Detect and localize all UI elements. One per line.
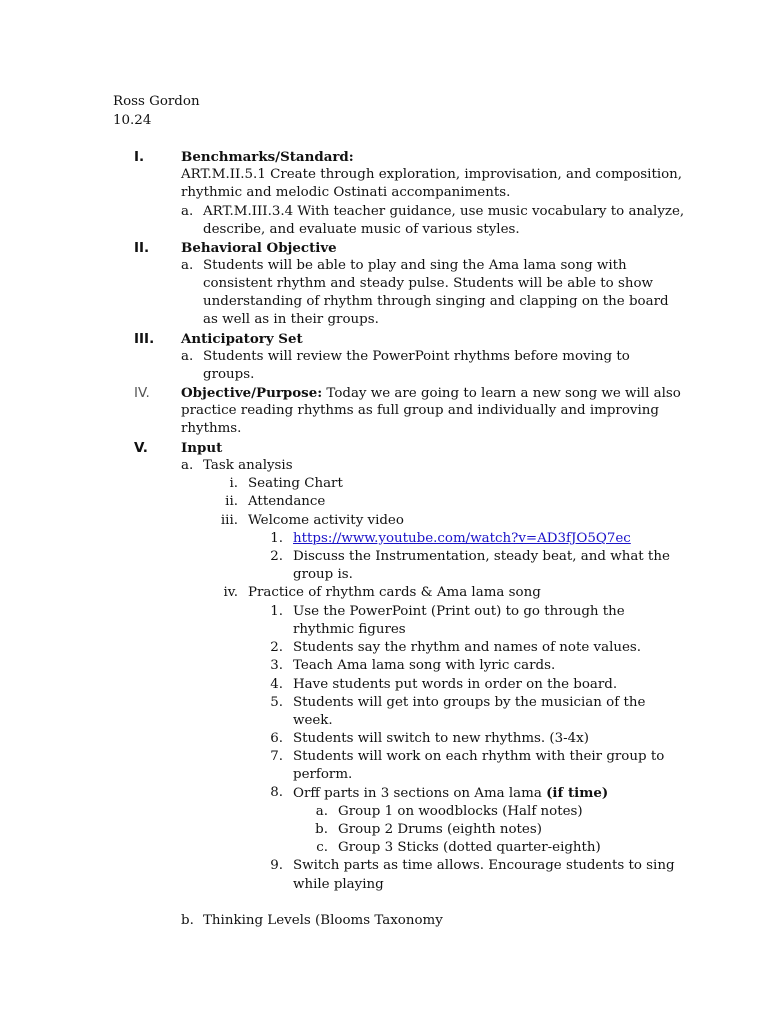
item-iii-marker: iii. (220, 513, 238, 528)
item-iv-8-a-text: Group 1 on woodblocks (Half notes) (338, 804, 583, 819)
section-5-b-marker: b. (181, 913, 194, 928)
section-1-a-line-2: describe, and evaluate music of various styles. (203, 222, 520, 237)
item-ii-marker: ii. (225, 494, 238, 509)
item-iv-4-marker: 4. (270, 677, 283, 692)
item-iv-9-marker: 9. (270, 858, 283, 873)
youtube-video-link[interactable]: https://www.youtube.com/watch?v=AD3fJO5Q7ec (293, 531, 631, 546)
item-iv-7-line-2: perform. (293, 767, 353, 782)
section-1-text-line-1: ART.M.II.5.1 Create through exploration, improvisation, and composition, (181, 167, 683, 182)
section-4-title: Objective/Purpose: (181, 385, 323, 401)
item-iv-3-text: Teach Ama lama song with lyric cards. (293, 658, 556, 673)
item-iv-marker: iv. (223, 585, 238, 600)
document-date: 10.24 (113, 113, 152, 128)
item-iv-2-marker: 2. (270, 640, 283, 655)
item-i-marker: i. (229, 476, 238, 491)
section-3-a-line-2: groups. (203, 367, 255, 382)
section-5-a-marker: a. (181, 458, 194, 473)
section-4-line-2: practice reading rhythms as full group and individually and improving (181, 403, 659, 418)
section-4-text: Today we are going to learn a new song we will also (322, 386, 681, 401)
task-analysis-label: Task analysis (203, 458, 293, 473)
author-name: Ross Gordon (113, 94, 200, 109)
section-2-a-line-4: as well as in their groups. (203, 312, 379, 327)
item-iii-1-marker: 1. (270, 531, 283, 546)
item-iv-5-line-1: Students will get into groups by the musician of the (293, 695, 646, 710)
item-iv-6-text: Students will switch to new rhythms. (3-4x) (293, 731, 589, 746)
item-iv-8-c-text: Group 3 Sticks (dotted quarter-eighth) (338, 840, 601, 855)
item-iv-1-line-1: Use the PowerPoint (Print out) to go through the (293, 604, 625, 619)
section-2-a-line-2: consistent rhythm and steady pulse. Students will be able to show (203, 276, 653, 291)
section-1-a-line-1: ART.M.III.3.4 With teacher guidance, use music vocabulary to analyze, (203, 204, 685, 219)
item-ii-text: Attendance (248, 494, 326, 509)
section-4-numeral: IV. (134, 385, 150, 401)
item-iv-5-line-2: week. (293, 713, 333, 728)
item-iii-2-marker: 2. (270, 549, 283, 564)
section-4-line-3: rhythms. (181, 421, 242, 436)
item-iv-8-if-time: (if time) (546, 785, 609, 801)
item-iv-5-marker: 5. (270, 695, 283, 710)
item-iv-2-text: Students say the rhythm and names of note values. (293, 640, 642, 655)
item-iv-1-line-2: rhythmic figures (293, 622, 406, 637)
item-iv-8-line (293, 784, 608, 803)
item-iv-1-marker: 1. (270, 604, 283, 619)
section-2-numeral: II. (134, 240, 150, 256)
section-5-title: Input (181, 440, 223, 456)
item-iii-2-line-2: group is. (293, 567, 353, 582)
section-1-text-line-2: rhythmic and melodic Ostinati accompaniments. (181, 185, 511, 200)
item-iv-4-text: Have students put words in order on the board. (293, 677, 618, 692)
item-iv-8-text: Orff parts in 3 sections on Ama lama (293, 786, 547, 801)
section-1-a-marker: a. (181, 204, 194, 219)
item-iv-8-b-text: Group 2 Drums (eighth notes) (338, 822, 542, 837)
item-iv-6-marker: 6. (270, 731, 283, 746)
section-3-title: Anticipatory Set (181, 331, 303, 347)
item-iv-3-marker: 3. (270, 658, 283, 673)
section-5-numeral: V. (134, 440, 148, 456)
section-3-numeral: III. (134, 331, 155, 347)
item-i-text: Seating Chart (248, 476, 343, 491)
section-4-line-1 (181, 384, 681, 403)
item-iv-8-a-marker: a. (315, 804, 328, 819)
section-2-a-line-1: Students will be able to play and sing the Ama lama song with (203, 258, 627, 273)
item-iv-9-line-1: Switch parts as time allows. Encourage students to sing (293, 858, 675, 873)
item-iv-8-b-marker: b. (315, 822, 328, 837)
section-1-title: Benchmarks/Standard: (181, 149, 354, 165)
section-2-a-marker: a. (181, 258, 194, 273)
item-iv-9-line-2: while playing (293, 877, 384, 892)
item-iii-text: Welcome activity video (248, 513, 404, 528)
item-iv-8-c-marker: c. (316, 840, 328, 855)
item-iv-7-marker: 7. (270, 749, 283, 764)
thinking-levels-label: Thinking Levels (Blooms Taxonomy (203, 913, 443, 928)
section-1-numeral: I. (134, 149, 145, 165)
item-iv-8-marker: 8. (270, 785, 283, 800)
section-2-title: Behavioral Objective (181, 240, 337, 256)
item-iv-7-line-1: Students will work on each rhythm with their group to (293, 749, 665, 764)
section-3-a-line-1: Students will review the PowerPoint rhythms before moving to (203, 349, 630, 364)
section-2-a-line-3: understanding of rhythm through singing and clapping on the board (203, 294, 669, 309)
section-3-a-marker: a. (181, 349, 194, 364)
item-iii-2-line-1: Discuss the Instrumentation, steady beat, and what the (293, 549, 670, 564)
item-iv-text: Practice of rhythm cards & Ama lama song (248, 585, 541, 600)
